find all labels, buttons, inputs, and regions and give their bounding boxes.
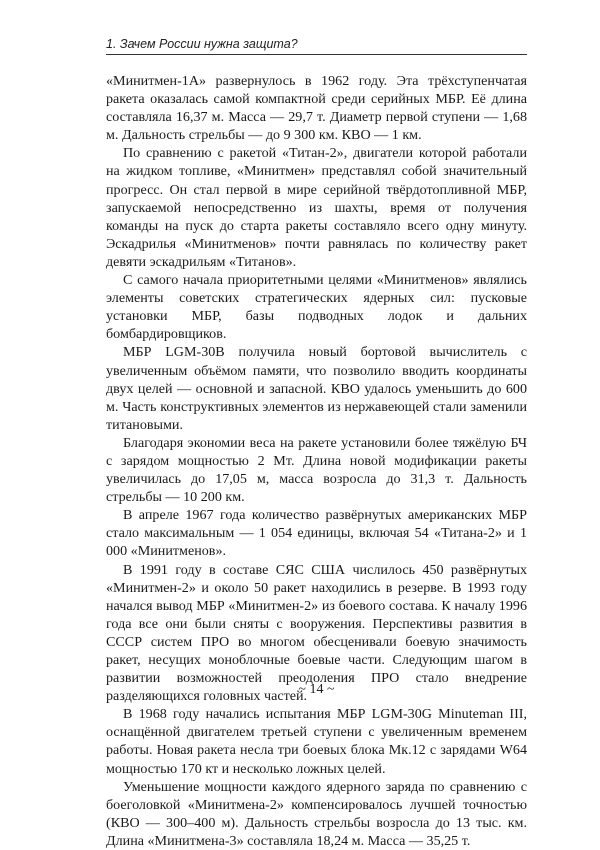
page-number: ~ 14 ~ xyxy=(298,682,335,697)
paragraph: «Минитмен-1А» развернулось в 1962 году. Эта трёхступенчатая ракета оказалась самой компактной среди серийных МБР. Её длина составляла 16,37 м. Масса — 29,7 т. Диаметр первой ступени — 1,68 м. Дальность стрельбы — до 9 300 км. КВО — 1 км. xyxy=(106,73,527,144)
paragraph: Благодаря экономии веса на ракете установили более тяжёлую БЧ с зарядом мощностью 2 Мт. Длина новой модификации ракеты увеличилась до 17,05 м, масса возросла до 31,3 т. Дальность стрельбы — 10 200 км. xyxy=(106,434,527,506)
paragraph: В 1968 году начались испытания МБР LGM-30G Minuteman III, оснащённой двигателем третьей ступени с увеличенным временем работы. Новая ракета несла три боевых блока Мк.12 с зарядами W64 мощностью 170 кт и несколько ложных целей. xyxy=(106,706,527,777)
paragraph: По сравнению с ракетой «Титан-2», двигатели которой работали на жидком топливе, «Минитмен» представлял собой значительный прогресс. Он стал первой в мире серийной твёрдотопливной МБР, запускаемой непосредственно из шахты, время от получения команды на пуск до старта ракеты составляло всего одну минуту. Эскадрилья «Минитменов» почти равнялась по количеству ракет девяти эскадрильям «Титанов». xyxy=(106,145,527,270)
paragraph: С самого начала приоритетными целями «Минитменов» являлись элементы советских стратегических ядерных сил: пусковые установки МБР, базы подводных лодок и дальних бомбардировщиков. xyxy=(106,272,527,343)
paragraph: В апреле 1967 года количество развёрнутых американских МБР стало максимальным — 1 054 единицы, включая 54 «Титана-2» и 1 000 «Минитменов». xyxy=(106,507,527,560)
paragraph: МБР LGM-30B получила новый бортовой вычислитель с увеличенным объёмом памяти, что позволило вводить координаты двух целей — основной и запасной. КВО удалось уменьшить до 600 м. Часть конструктивных элементов из нержавеющей стали заменили титановыми. xyxy=(106,344,527,433)
running-header: 1. Зачем России нужна защита? xyxy=(106,37,298,51)
paragraph: Уменьшение мощности каждого ядерного заряда по сравнению с боеголовкой «Минитмена-2» компенсировалось лучшей точностью (КВО — 300–400 м). Дальность стрельбы возросла до 13 тыс. км. Длина «Минитмена-3» составляла 18,24 м. Масса — 35,25 т. xyxy=(106,778,527,849)
body-text xyxy=(106,72,527,850)
header-rule xyxy=(106,54,527,55)
paragraph: В 1991 году в составе СЯС США числилось 450 развёрнутых «Минитмен-2» и около 50 ракет находились в резерве. В 1993 году начался вывод МБР «Минитмен-2» из боевого состава. К началу 1996 года все они были сняты с вооружения. Перспективы развития в СССР систем ПРО во многом обесценивали боевую значимость ракет, несущих моноблочные боевые части. Следующим шагом в развитии возможностей преодоления ПРО стало внедрение разделяющихся головных частей. xyxy=(106,561,527,705)
